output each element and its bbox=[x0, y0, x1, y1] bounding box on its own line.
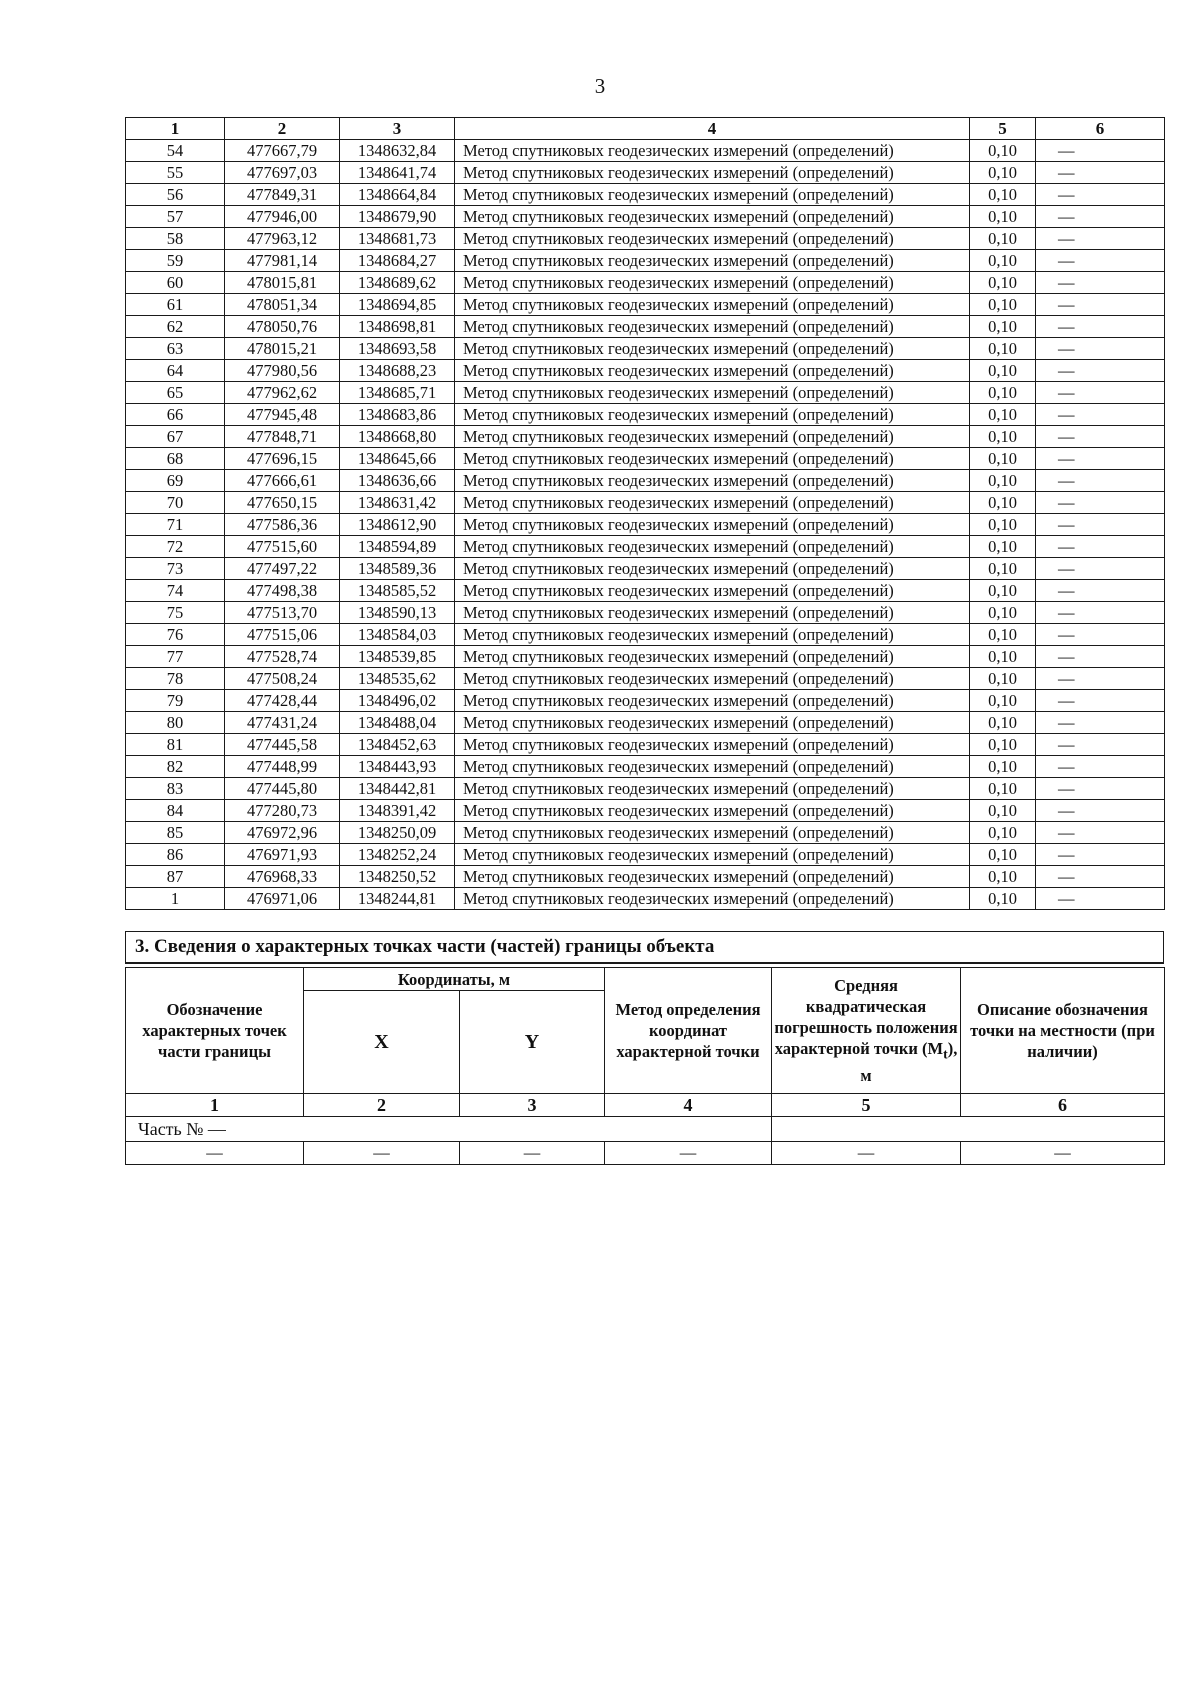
table-row bbox=[126, 888, 1165, 910]
point-number-cell: 74 bbox=[126, 580, 225, 602]
error-cell: 0,10 bbox=[970, 646, 1036, 668]
table-row bbox=[126, 426, 1165, 448]
note-cell: — bbox=[1036, 580, 1165, 602]
note-cell: — bbox=[1036, 470, 1165, 492]
method-cell: Метод спутниковых геодезических измерений (определений) bbox=[455, 382, 970, 404]
point-number-cell: 55 bbox=[126, 162, 225, 184]
method-cell: Метод спутниковых геодезических измерений (определений) bbox=[455, 250, 970, 272]
method-cell: Метод спутниковых геодезических измерений (определений) bbox=[455, 756, 970, 778]
x-coordinate-cell: 477945,48 bbox=[225, 404, 340, 426]
table-row bbox=[126, 404, 1165, 426]
y-coordinate-cell: 1348685,71 bbox=[340, 382, 455, 404]
table-row bbox=[126, 822, 1165, 844]
error-cell: 0,10 bbox=[970, 184, 1036, 206]
note-cell: — bbox=[1036, 558, 1165, 580]
error-cell: 0,10 bbox=[970, 316, 1036, 338]
part-points-table bbox=[125, 967, 1165, 1165]
error-cell: 0,10 bbox=[970, 250, 1036, 272]
note-cell: — bbox=[1036, 272, 1165, 294]
method-cell: Метод спутниковых геодезических измерений (определений) bbox=[455, 668, 970, 690]
table-row bbox=[126, 206, 1165, 228]
note-cell: — bbox=[1036, 844, 1165, 866]
page-number: 3 bbox=[594, 74, 606, 98]
x-coordinate-cell: 477696,15 bbox=[225, 448, 340, 470]
method-cell: Метод спутниковых геодезических измерений (определений) bbox=[455, 492, 970, 514]
x-coordinate-cell: 477445,58 bbox=[225, 734, 340, 756]
header-row-1 bbox=[126, 968, 1165, 991]
method-cell: Метод спутниковых геодезических измерений (определений) bbox=[455, 514, 970, 536]
error-cell: 0,10 bbox=[970, 558, 1036, 580]
table-row bbox=[126, 866, 1165, 888]
method-cell: Метод спутниковых геодезических измерений (определений) bbox=[455, 800, 970, 822]
point-number-cell: 1 bbox=[126, 888, 225, 910]
x-coordinate-cell: 477849,31 bbox=[225, 184, 340, 206]
note-cell: — bbox=[1036, 646, 1165, 668]
error-cell: 0,10 bbox=[970, 294, 1036, 316]
x-coordinate-cell: 477981,14 bbox=[225, 250, 340, 272]
y-coordinate-cell: 1348590,13 bbox=[340, 602, 455, 624]
y-coordinate-cell: 1348693,58 bbox=[340, 338, 455, 360]
column-number: 6 bbox=[1036, 118, 1165, 140]
x-coordinate-cell: 477280,73 bbox=[225, 800, 340, 822]
column-number: 3 bbox=[340, 118, 455, 140]
error-cell: 0,10 bbox=[970, 888, 1036, 910]
y-coordinate-cell: 1348244,81 bbox=[340, 888, 455, 910]
note-cell: — bbox=[1036, 778, 1165, 800]
y-coordinate-cell: 1348683,86 bbox=[340, 404, 455, 426]
y-coordinate-cell: 1348679,90 bbox=[340, 206, 455, 228]
error-cell: 0,10 bbox=[970, 580, 1036, 602]
x-coordinate-cell: 478015,21 bbox=[225, 338, 340, 360]
error-cell: 0,10 bbox=[970, 162, 1036, 184]
note-cell: — bbox=[1036, 228, 1165, 250]
note-cell: — bbox=[1036, 316, 1165, 338]
method-cell: Метод спутниковых геодезических измерений (определений) bbox=[455, 536, 970, 558]
point-number-cell: 54 bbox=[126, 140, 225, 162]
point-number-cell: 69 bbox=[126, 470, 225, 492]
error-cell: 0,10 bbox=[970, 272, 1036, 294]
y-coordinate-cell: 1348589,36 bbox=[340, 558, 455, 580]
error-cell: 0,10 bbox=[970, 690, 1036, 712]
note-cell: — bbox=[1036, 602, 1165, 624]
error-cell: 0,10 bbox=[970, 514, 1036, 536]
x-coordinate-cell: 477445,80 bbox=[225, 778, 340, 800]
point-number-cell: 71 bbox=[126, 514, 225, 536]
table-row bbox=[126, 514, 1165, 536]
method-cell: Метод спутниковых геодезических измерений (определений) bbox=[455, 360, 970, 382]
table-row bbox=[126, 536, 1165, 558]
method-cell: Метод спутниковых геодезических измерений (определений) bbox=[455, 558, 970, 580]
error-cell: 0,10 bbox=[970, 382, 1036, 404]
x-coordinate-cell: 477497,22 bbox=[225, 558, 340, 580]
y-coordinate-cell: 1348684,27 bbox=[340, 250, 455, 272]
y-coordinate-cell: 1348391,42 bbox=[340, 800, 455, 822]
section-3 bbox=[125, 931, 1164, 1165]
note-cell: — bbox=[1036, 712, 1165, 734]
table-row bbox=[126, 492, 1165, 514]
note-cell: — bbox=[1036, 514, 1165, 536]
table-row bbox=[126, 668, 1165, 690]
method-cell: Метод спутниковых геодезических измерений (определений) bbox=[455, 206, 970, 228]
note-cell: — bbox=[1036, 668, 1165, 690]
error-cell: 0,10 bbox=[970, 228, 1036, 250]
point-number-cell: 82 bbox=[126, 756, 225, 778]
column-number: 1 bbox=[126, 1094, 304, 1117]
note-cell: — bbox=[1036, 382, 1165, 404]
note-cell: — bbox=[1036, 756, 1165, 778]
table-row bbox=[126, 294, 1165, 316]
y-coordinate-cell: 1348664,84 bbox=[340, 184, 455, 206]
method-cell: Метод спутниковых геодезических измерений (определений) bbox=[455, 228, 970, 250]
error-cell: 0,10 bbox=[970, 756, 1036, 778]
error-cell: 0,10 bbox=[970, 470, 1036, 492]
column-number: 4 bbox=[455, 118, 970, 140]
error-header-text: Средняя квадратическая погрешность положения характерной точки (M bbox=[774, 976, 958, 1059]
description-header: Описание обозначения точки на местности (при наличии) bbox=[961, 968, 1165, 1094]
table-cell: — bbox=[460, 1142, 605, 1165]
method-cell: Метод спутниковых геодезических измерений (определений) bbox=[455, 888, 970, 910]
error-header bbox=[772, 968, 961, 1094]
note-cell: — bbox=[1036, 250, 1165, 272]
boundary-points-body bbox=[126, 140, 1165, 910]
error-cell: 0,10 bbox=[970, 536, 1036, 558]
x-coordinate-cell: 477513,70 bbox=[225, 602, 340, 624]
error-cell: 0,10 bbox=[970, 140, 1036, 162]
x-coordinate-cell: 477448,99 bbox=[225, 756, 340, 778]
table-row bbox=[126, 712, 1165, 734]
table-row bbox=[126, 690, 1165, 712]
note-cell: — bbox=[1036, 448, 1165, 470]
method-cell: Метод спутниковых геодезических измерений (определений) bbox=[455, 778, 970, 800]
y-coordinate-cell: 1348668,80 bbox=[340, 426, 455, 448]
table-cell: — bbox=[605, 1142, 772, 1165]
error-cell: 0,10 bbox=[970, 712, 1036, 734]
note-cell: — bbox=[1036, 360, 1165, 382]
table-cell: — bbox=[961, 1142, 1165, 1165]
y-coordinate-cell: 1348496,02 bbox=[340, 690, 455, 712]
note-cell: — bbox=[1036, 822, 1165, 844]
y-coordinate-cell: 1348442,81 bbox=[340, 778, 455, 800]
point-number-cell: 84 bbox=[126, 800, 225, 822]
note-cell: — bbox=[1036, 536, 1165, 558]
point-number-cell: 57 bbox=[126, 206, 225, 228]
error-cell: 0,10 bbox=[970, 844, 1036, 866]
error-cell: 0,10 bbox=[970, 866, 1036, 888]
table-row bbox=[126, 734, 1165, 756]
x-coordinate-cell: 477528,74 bbox=[225, 646, 340, 668]
method-cell: Метод спутниковых геодезических измерений (определений) bbox=[455, 690, 970, 712]
x-coordinate-cell: 477586,36 bbox=[225, 514, 340, 536]
x-coordinate-cell: 477962,62 bbox=[225, 382, 340, 404]
table-cell: — bbox=[126, 1142, 304, 1165]
x-coordinate-cell: 477498,38 bbox=[225, 580, 340, 602]
table-row bbox=[126, 580, 1165, 602]
column-number: 2 bbox=[304, 1094, 460, 1117]
y-coordinate-cell: 1348252,24 bbox=[340, 844, 455, 866]
table-row bbox=[126, 448, 1165, 470]
section-3-title: 3. Сведения о характерных точках части (частей) границы объекта bbox=[125, 931, 1164, 964]
table-cell: — bbox=[304, 1142, 460, 1165]
x-coordinate-cell: 477666,61 bbox=[225, 470, 340, 492]
error-header-unit: ), м bbox=[860, 1039, 958, 1085]
table-row bbox=[126, 756, 1165, 778]
note-cell: — bbox=[1036, 624, 1165, 646]
y-coordinate-cell: 1348612,90 bbox=[340, 514, 455, 536]
error-cell: 0,10 bbox=[970, 404, 1036, 426]
x-coordinate-cell: 477508,24 bbox=[225, 668, 340, 690]
point-number-cell: 68 bbox=[126, 448, 225, 470]
point-number-cell: 61 bbox=[126, 294, 225, 316]
error-cell: 0,10 bbox=[970, 360, 1036, 382]
method-cell: Метод спутниковых геодезических измерений (определений) bbox=[455, 184, 970, 206]
x-coordinate-cell: 478051,34 bbox=[225, 294, 340, 316]
x-coordinate-cell: 477515,60 bbox=[225, 536, 340, 558]
note-cell: — bbox=[1036, 338, 1165, 360]
column-number: 2 bbox=[225, 118, 340, 140]
method-cell: Метод спутниковых геодезических измерений (определений) bbox=[455, 624, 970, 646]
note-cell: — bbox=[1036, 866, 1165, 888]
method-cell: Метод спутниковых геодезических измерений (определений) bbox=[455, 822, 970, 844]
point-number-cell: 64 bbox=[126, 360, 225, 382]
table-row bbox=[126, 338, 1165, 360]
x-coordinate-cell: 476971,93 bbox=[225, 844, 340, 866]
note-cell: — bbox=[1036, 888, 1165, 910]
y-header: Y bbox=[460, 991, 605, 1094]
column-number: 4 bbox=[605, 1094, 772, 1117]
y-coordinate-cell: 1348645,66 bbox=[340, 448, 455, 470]
y-coordinate-cell: 1348250,09 bbox=[340, 822, 455, 844]
point-number-cell: 81 bbox=[126, 734, 225, 756]
y-coordinate-cell: 1348694,85 bbox=[340, 294, 455, 316]
y-coordinate-cell: 1348636,66 bbox=[340, 470, 455, 492]
x-coordinate-cell: 477980,56 bbox=[225, 360, 340, 382]
table-row bbox=[126, 162, 1165, 184]
y-coordinate-cell: 1348585,52 bbox=[340, 580, 455, 602]
method-cell: Метод спутниковых геодезических измерений (определений) bbox=[455, 140, 970, 162]
method-cell: Метод спутниковых геодезических измерений (определений) bbox=[455, 426, 970, 448]
table-row bbox=[126, 228, 1165, 250]
error-cell: 0,10 bbox=[970, 448, 1036, 470]
point-number-cell: 83 bbox=[126, 778, 225, 800]
error-cell: 0,10 bbox=[970, 778, 1036, 800]
x-coordinate-cell: 477667,79 bbox=[225, 140, 340, 162]
point-number-cell: 87 bbox=[126, 866, 225, 888]
column-number-row bbox=[126, 1094, 1165, 1117]
error-cell: 0,10 bbox=[970, 492, 1036, 514]
y-coordinate-cell: 1348594,89 bbox=[340, 536, 455, 558]
table-row bbox=[126, 184, 1165, 206]
point-number-cell: 86 bbox=[126, 844, 225, 866]
y-coordinate-cell: 1348488,04 bbox=[340, 712, 455, 734]
point-number-cell: 77 bbox=[126, 646, 225, 668]
x-coordinate-cell: 477946,00 bbox=[225, 206, 340, 228]
point-number-cell: 70 bbox=[126, 492, 225, 514]
y-coordinate-cell: 1348631,42 bbox=[340, 492, 455, 514]
y-coordinate-cell: 1348689,62 bbox=[340, 272, 455, 294]
y-coordinate-cell: 1348641,74 bbox=[340, 162, 455, 184]
y-coordinate-cell: 1348681,73 bbox=[340, 228, 455, 250]
error-cell: 0,10 bbox=[970, 624, 1036, 646]
point-number-cell: 60 bbox=[126, 272, 225, 294]
method-cell: Метод спутниковых геодезических измерений (определений) bbox=[455, 580, 970, 602]
designation-header: Обозначение характерных точек части границы bbox=[126, 968, 304, 1094]
point-number-cell: 58 bbox=[126, 228, 225, 250]
empty-data-row bbox=[126, 1142, 1165, 1165]
table-row bbox=[126, 602, 1165, 624]
note-cell: — bbox=[1036, 404, 1165, 426]
method-header: Метод определения координат характерной точки bbox=[605, 968, 772, 1094]
method-cell: Метод спутниковых геодезических измерений (определений) bbox=[455, 602, 970, 624]
x-coordinate-cell: 477515,06 bbox=[225, 624, 340, 646]
table-row bbox=[126, 778, 1165, 800]
x-coordinate-cell: 476968,33 bbox=[225, 866, 340, 888]
x-coordinate-cell: 477697,03 bbox=[225, 162, 340, 184]
point-number-cell: 62 bbox=[126, 316, 225, 338]
table-row bbox=[126, 844, 1165, 866]
table-row bbox=[126, 272, 1165, 294]
column-number: 5 bbox=[772, 1094, 961, 1117]
point-number-cell: 73 bbox=[126, 558, 225, 580]
table-row bbox=[126, 646, 1165, 668]
note-cell: — bbox=[1036, 294, 1165, 316]
method-cell: Метод спутниковых геодезических измерений (определений) bbox=[455, 448, 970, 470]
table-row bbox=[126, 360, 1165, 382]
point-number-cell: 67 bbox=[126, 426, 225, 448]
y-coordinate-cell: 1348698,81 bbox=[340, 316, 455, 338]
method-cell: Метод спутниковых геодезических измерений (определений) bbox=[455, 844, 970, 866]
boundary-points-table bbox=[125, 117, 1165, 910]
method-cell: Метод спутниковых геодезических измерений (определений) bbox=[455, 294, 970, 316]
table-cell: — bbox=[772, 1142, 961, 1165]
table-row bbox=[126, 140, 1165, 162]
method-cell: Метод спутниковых геодезических измерений (определений) bbox=[455, 404, 970, 426]
y-coordinate-cell: 1348535,62 bbox=[340, 668, 455, 690]
error-cell: 0,10 bbox=[970, 426, 1036, 448]
method-cell: Метод спутниковых геодезических измерений (определений) bbox=[455, 646, 970, 668]
table-row bbox=[126, 250, 1165, 272]
x-coordinate-cell: 476971,06 bbox=[225, 888, 340, 910]
point-number-cell: 72 bbox=[126, 536, 225, 558]
method-cell: Метод спутниковых геодезических измерений (определений) bbox=[455, 338, 970, 360]
point-number-cell: 76 bbox=[126, 624, 225, 646]
method-cell: Метод спутниковых геодезических измерений (определений) bbox=[455, 712, 970, 734]
note-cell: — bbox=[1036, 800, 1165, 822]
point-number-cell: 56 bbox=[126, 184, 225, 206]
table-row bbox=[126, 382, 1165, 404]
y-coordinate-cell: 1348452,63 bbox=[340, 734, 455, 756]
error-cell: 0,10 bbox=[970, 800, 1036, 822]
point-number-cell: 85 bbox=[126, 822, 225, 844]
error-cell: 0,10 bbox=[970, 602, 1036, 624]
error-cell: 0,10 bbox=[970, 668, 1036, 690]
note-cell: — bbox=[1036, 492, 1165, 514]
method-cell: Метод спутниковых геодезических измерений (определений) bbox=[455, 162, 970, 184]
point-number-cell: 63 bbox=[126, 338, 225, 360]
x-header: X bbox=[304, 991, 460, 1094]
coordinates-header: Координаты, м bbox=[304, 968, 605, 991]
x-coordinate-cell: 478050,76 bbox=[225, 316, 340, 338]
point-number-cell: 79 bbox=[126, 690, 225, 712]
x-coordinate-cell: 477431,24 bbox=[225, 712, 340, 734]
x-coordinate-cell: 477650,15 bbox=[225, 492, 340, 514]
column-number: 1 bbox=[126, 118, 225, 140]
method-cell: Метод спутниковых геодезических измерений (определений) bbox=[455, 470, 970, 492]
y-coordinate-cell: 1348539,85 bbox=[340, 646, 455, 668]
part-label-empty-cell bbox=[772, 1117, 1165, 1142]
point-number-cell: 80 bbox=[126, 712, 225, 734]
y-coordinate-cell: 1348632,84 bbox=[340, 140, 455, 162]
error-header-subscript: t bbox=[943, 1046, 948, 1062]
column-number: 3 bbox=[460, 1094, 605, 1117]
error-cell: 0,10 bbox=[970, 822, 1036, 844]
column-number: 6 bbox=[961, 1094, 1165, 1117]
x-coordinate-cell: 477963,12 bbox=[225, 228, 340, 250]
table-row bbox=[126, 558, 1165, 580]
method-cell: Метод спутниковых геодезических измерений (определений) bbox=[455, 866, 970, 888]
y-coordinate-cell: 1348584,03 bbox=[340, 624, 455, 646]
point-number-cell: 75 bbox=[126, 602, 225, 624]
note-cell: — bbox=[1036, 184, 1165, 206]
method-cell: Метод спутниковых геодезических измерений (определений) bbox=[455, 272, 970, 294]
note-cell: — bbox=[1036, 206, 1165, 228]
note-cell: — bbox=[1036, 426, 1165, 448]
table-row bbox=[126, 624, 1165, 646]
point-number-cell: 78 bbox=[126, 668, 225, 690]
x-coordinate-cell: 476972,96 bbox=[225, 822, 340, 844]
error-cell: 0,10 bbox=[970, 338, 1036, 360]
point-number-cell: 66 bbox=[126, 404, 225, 426]
table-row bbox=[126, 470, 1165, 492]
table-row bbox=[126, 316, 1165, 338]
part-label: Часть № — bbox=[126, 1117, 772, 1142]
point-number-cell: 59 bbox=[126, 250, 225, 272]
method-cell: Метод спутниковых геодезических измерений (определений) bbox=[455, 316, 970, 338]
error-cell: 0,10 bbox=[970, 206, 1036, 228]
table-row bbox=[126, 800, 1165, 822]
note-cell: — bbox=[1036, 690, 1165, 712]
note-cell: — bbox=[1036, 140, 1165, 162]
part-label-row bbox=[126, 1117, 1165, 1142]
column-number-row bbox=[126, 118, 1165, 140]
x-coordinate-cell: 478015,81 bbox=[225, 272, 340, 294]
y-coordinate-cell: 1348443,93 bbox=[340, 756, 455, 778]
error-cell: 0,10 bbox=[970, 734, 1036, 756]
note-cell: — bbox=[1036, 162, 1165, 184]
method-cell: Метод спутниковых геодезических измерений (определений) bbox=[455, 734, 970, 756]
y-coordinate-cell: 1348688,23 bbox=[340, 360, 455, 382]
x-coordinate-cell: 477848,71 bbox=[225, 426, 340, 448]
y-coordinate-cell: 1348250,52 bbox=[340, 866, 455, 888]
x-coordinate-cell: 477428,44 bbox=[225, 690, 340, 712]
note-cell: — bbox=[1036, 734, 1165, 756]
point-number-cell: 65 bbox=[126, 382, 225, 404]
column-number: 5 bbox=[970, 118, 1036, 140]
